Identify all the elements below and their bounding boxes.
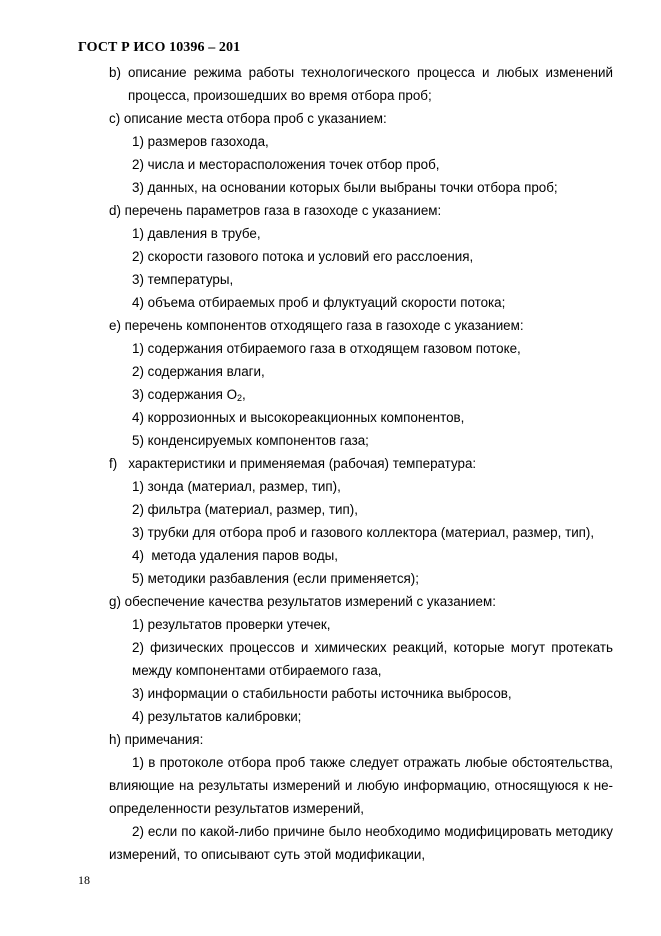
item-e-sub-1: 1) содержания отбираемого газа в отходящем газовом потоке, [132,341,521,356]
item-c-heading: c) описание места отбора проб с указанием: [109,111,387,126]
document-header: ГОСТ Р ИСО 10396 – 201 [78,40,241,55]
item-h-heading: h) примечания: [109,732,204,747]
oxygen-subscript: 2 [237,393,243,403]
item-f-sub-3: 3) трубки для отбора проб и газового коллектора (материал, размер, тип), [132,525,595,540]
item-d-sub-2: 2) скорости газового потока и условий его расслоения, [132,249,474,264]
item-f-sub-5: 5) методики разбавления (если применяется); [132,571,419,586]
item-c-sub-3: 3) данных, на основании которых были выбраны точки отбора проб; [132,180,558,195]
item-e-sub-2: 2) содержания влаги, [132,364,265,379]
item-h-sub-2-line-1: 2) если по какой-либо причине было необходимо модифицировать методику [132,824,613,839]
item-g-heading: g) обеспечение качества результатов измерений с указанием: [109,594,496,609]
item-h-sub-2-line-2: измерений, то описывают суть этой модификации, [109,847,426,862]
item-d-sub-1: 1) давления в трубе, [132,226,261,241]
item-g-sub-2-line-2: между компонентами отбираемого газа, [132,663,382,678]
item-h-sub-1-line-2: влияющие на результаты измерений и любую информацию, относящуюся к не- [109,778,613,793]
page-number: 18 [78,873,90,887]
item-d-sub-3: 3) температуры, [132,272,234,287]
item-g-sub-3: 3) информации о стабильности работы источника выбросов, [132,686,512,701]
item-g-sub-2-line-1: 2) физических процессов и химических реакций, которые могут протекать [132,640,613,655]
item-b-line-1: b) описание режима работы технологического процесса и любых изменений [109,65,613,80]
item-b-line-2: процесса, произошедших во время отбора проб; [128,88,432,103]
item-g-sub-4: 4) результатов калибровки; [132,709,302,724]
item-e-heading: e) перечень компонентов отходящего газа в газоходе с указанием: [109,318,524,333]
item-f-sub-1: 1) зонда (материал, размер, тип), [132,479,341,494]
item-h-sub-1-line-3: определенности результатов измерений, [109,801,365,816]
item-g-sub-1: 1) результатов проверки утечек, [132,617,331,632]
item-c-sub-2: 2) числа и месторасположения точек отбор проб, [132,157,440,172]
item-f-heading: f) характеристики и применяемая (рабочая) температура: [109,456,477,471]
item-c-sub-1: 1) размеров газохода, [132,134,269,149]
item-f-sub-2: 2) фильтра (материал, размер, тип), [132,502,358,517]
item-d-sub-4: 4) объема отбираемых проб и флуктуаций скорости потока; [132,295,506,310]
item-f-sub-4: 4) метода удаления паров воды, [132,548,338,563]
item-e-sub-4: 4) коррозионных и высокореакционных компонентов, [132,410,465,425]
item-e-sub-5: 5) конденсируемых компонентов газа; [132,433,369,448]
item-d-heading: d) перечень параметров газа в газоходе с указанием: [109,203,442,218]
item-e-sub-3-text: 3) содержания O [132,387,237,402]
item-h-sub-1-line-1: 1) в протоколе отбора проб также следует отражать любые обстоятельства, [132,755,613,770]
item-e-sub-3 [132,387,246,406]
item-e-sub-3-comma: , [242,387,246,402]
